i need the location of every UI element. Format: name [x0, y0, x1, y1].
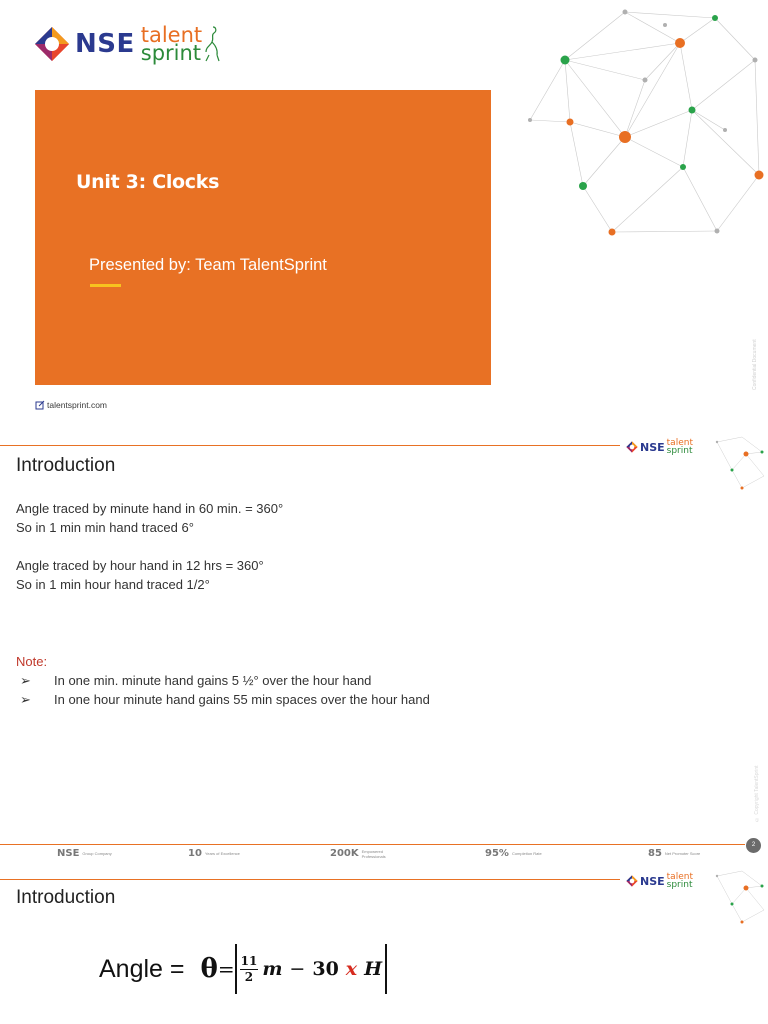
title-slide [0, 0, 768, 432]
confidential-note: Confidential Document [752, 339, 758, 390]
title-panel [35, 90, 491, 385]
logo-nse-text: NSE [640, 874, 665, 888]
note-bullet [20, 692, 430, 708]
stat-caption: Empowered Professionals [361, 848, 386, 859]
footer-stat [57, 848, 122, 859]
header-rule [0, 445, 620, 446]
logo-talentsprint-text [667, 439, 693, 455]
footer-stat [648, 848, 705, 859]
stat-value: 200K [330, 848, 359, 859]
constant-thirty: 30 [312, 958, 339, 980]
website-url: talentsprint.com [47, 400, 107, 410]
fraction-numerator: 11 [240, 953, 258, 968]
slide-title: Unit 3: Clocks [76, 171, 220, 193]
stat-value: 95% [485, 848, 509, 859]
network-graphic-small-icon [712, 432, 768, 492]
variable-h: H [364, 958, 383, 980]
nse-logo-mark-icon [626, 875, 638, 887]
footer-rule [0, 844, 745, 845]
nse-logo-mark-icon [626, 441, 638, 453]
equals-sign: = [217, 957, 235, 981]
page-number: 2 [746, 838, 761, 853]
fraction-denominator: 2 [244, 969, 254, 984]
stat-value: NSE [57, 848, 80, 859]
logo-talent-word: talent [140, 23, 203, 47]
header-logo [626, 873, 693, 889]
stat-caption: Group Company [82, 851, 112, 856]
note-bullet-text: In one hour minute hand gains 55 min spaces over the hour hand [54, 692, 430, 707]
website-link[interactable] [35, 400, 107, 410]
hour-hand-rate-line: So in 1 min hour hand traced 1/2° [16, 577, 210, 592]
accent-underline [90, 284, 121, 287]
formula-label: Angle = [99, 954, 185, 983]
slide-heading: Introduction [16, 887, 116, 908]
minute-hand-rate-line: So in 1 min min hand traced 6° [16, 520, 194, 535]
logo-nse-text: NSE [640, 440, 665, 454]
copyright-note: © Copyright TalentSprint [754, 765, 760, 822]
times-sign: x [345, 958, 358, 980]
note-bullet [20, 673, 371, 689]
angle-formula [99, 944, 387, 994]
footer-stat [188, 848, 245, 859]
introduction-slide-1 [0, 432, 768, 864]
introduction-slide-2 [0, 864, 768, 1024]
nse-logo-mark-icon [34, 26, 70, 62]
logo-talentsprint-text [667, 873, 693, 889]
stat-caption: Net Promoter Score [664, 851, 701, 856]
logo-talentsprint-text [140, 23, 203, 65]
nse-talentsprint-logo [34, 22, 220, 66]
hour-hand-angle-line: Angle traced by hour hand in 12 hrs = 360° [16, 558, 264, 573]
fraction-eleven-halves [240, 954, 259, 985]
arrowhead-icon: ➢ [20, 673, 31, 688]
note-label: Note: [16, 654, 48, 669]
presenter-line: Presented by: Team TalentSprint [89, 256, 327, 274]
footer-stat [330, 848, 402, 859]
runner-figure-icon [204, 25, 220, 63]
logo-talent-word: talent [666, 438, 693, 448]
logo-sprint-word: sprint [666, 880, 693, 890]
footer-stat [485, 848, 552, 859]
logo-sprint-word: sprint [666, 446, 693, 456]
logo-nse-text: NSE [75, 29, 135, 59]
note-bullet-text: In one min. minute hand gains 5 ½° over the hour hand [54, 673, 372, 688]
header-rule [0, 879, 620, 880]
logo-sprint-word: sprint [140, 41, 202, 65]
variable-m: m [262, 958, 283, 980]
stat-caption: Completion Rate [511, 851, 542, 856]
minus-sign: − [289, 958, 306, 980]
theta-symbol: θ [200, 954, 218, 984]
stat-value: 85 [648, 848, 662, 859]
network-graphic-icon [525, 0, 768, 245]
slide-heading: Introduction [16, 455, 116, 476]
stat-caption: Years of Excellence [204, 851, 240, 856]
logo-talent-word: talent [666, 872, 693, 882]
stat-value: 10 [188, 848, 202, 859]
header-logo [626, 439, 693, 455]
network-graphic-small-icon [712, 866, 768, 926]
arrowhead-icon: ➢ [20, 692, 31, 707]
minute-hand-angle-line: Angle traced by minute hand in 60 min. = 360° [16, 501, 284, 516]
absolute-value-bars [235, 944, 387, 994]
external-link-icon [35, 400, 45, 410]
